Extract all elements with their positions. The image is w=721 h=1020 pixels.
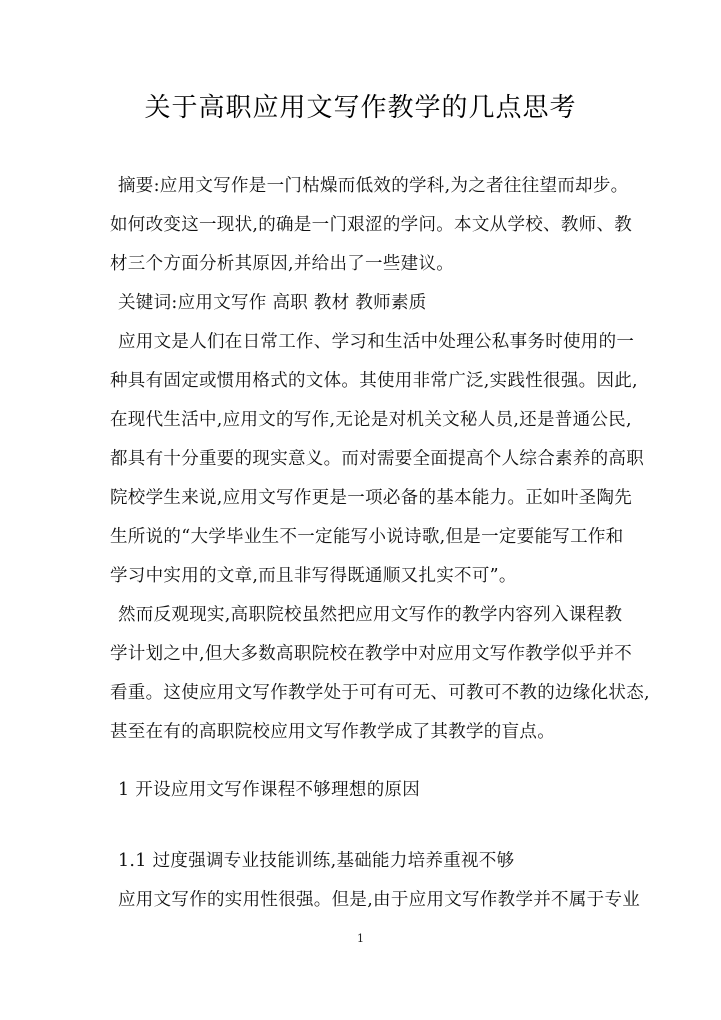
body-paragraph-2-line-1: 然而反观现实,高职院校虽然把应用文写作的教学内容列入课程教 xyxy=(118,605,623,625)
page-number: 1 xyxy=(357,932,364,945)
body-paragraph-2-line-4: 甚至在有的高职院校应用文写作教学成了其教学的盲点。 xyxy=(110,722,555,742)
abstract-line-3: 材三个方面分析其原因,并给出了一些建议。 xyxy=(110,254,455,274)
body-paragraph-1-line-5: 院校学生来说,应用文写作更是一项必备的基本能力。正如叶圣陶先 xyxy=(110,488,633,508)
body-paragraph-3-line-1: 应用文写作的实用性很强。但是,由于应用文写作教学并不属于专业 xyxy=(118,890,641,910)
abstract-line-2: 如何改变这一现状,的确是一门艰涩的学问。本文从学校、教师、教 xyxy=(110,215,633,235)
body-paragraph-2-line-2: 学计划之中,但大多数高职院校在教学中对应用文写作教学似乎并不 xyxy=(110,644,633,664)
body-paragraph-1-line-4: 都具有十分重要的现实意义。而对需要全面提高个人综合素养的高职 xyxy=(110,449,644,469)
section-heading-1: 1 开设应用文写作课程不够理想的原因 xyxy=(118,780,421,800)
body-paragraph-2-line-3: 看重。这使应用文写作教学处于可有可无、可教可不教的边缘化状态, xyxy=(110,683,650,703)
subsection-heading-1-1: 1.1 过度强调专业技能训练,基础能力培养重视不够 xyxy=(118,851,515,871)
body-paragraph-1-line-7: 学习中实用的文章,而且非写得既通顺又扎实不可”。 xyxy=(110,566,517,586)
body-paragraph-1-line-3: 在现代生活中,应用文的写作,无论是对机关文秘人员,还是普通公民, xyxy=(110,410,632,430)
body-paragraph-1-line-6: 生所说的“大学毕业生不一定能写小说诗歌,但是一定要能写工作和 xyxy=(110,527,624,547)
keywords-line: 关键词:应用文写作 高职 教材 教师素质 xyxy=(118,293,427,313)
body-paragraph-1-line-2: 种具有固定或惯用格式的文体。其使用非常广泛,实践性很强。因此, xyxy=(110,371,638,391)
abstract-line-1: 摘要:应用文写作是一门枯燥而低效的学科,为之者往往望而却步。 xyxy=(118,176,629,196)
body-paragraph-1-line-1: 应用文是人们在日常工作、学习和生活中处理公私事务时使用的一 xyxy=(118,332,635,352)
document-title: 关于高职应用文写作教学的几点思考 xyxy=(144,93,577,123)
